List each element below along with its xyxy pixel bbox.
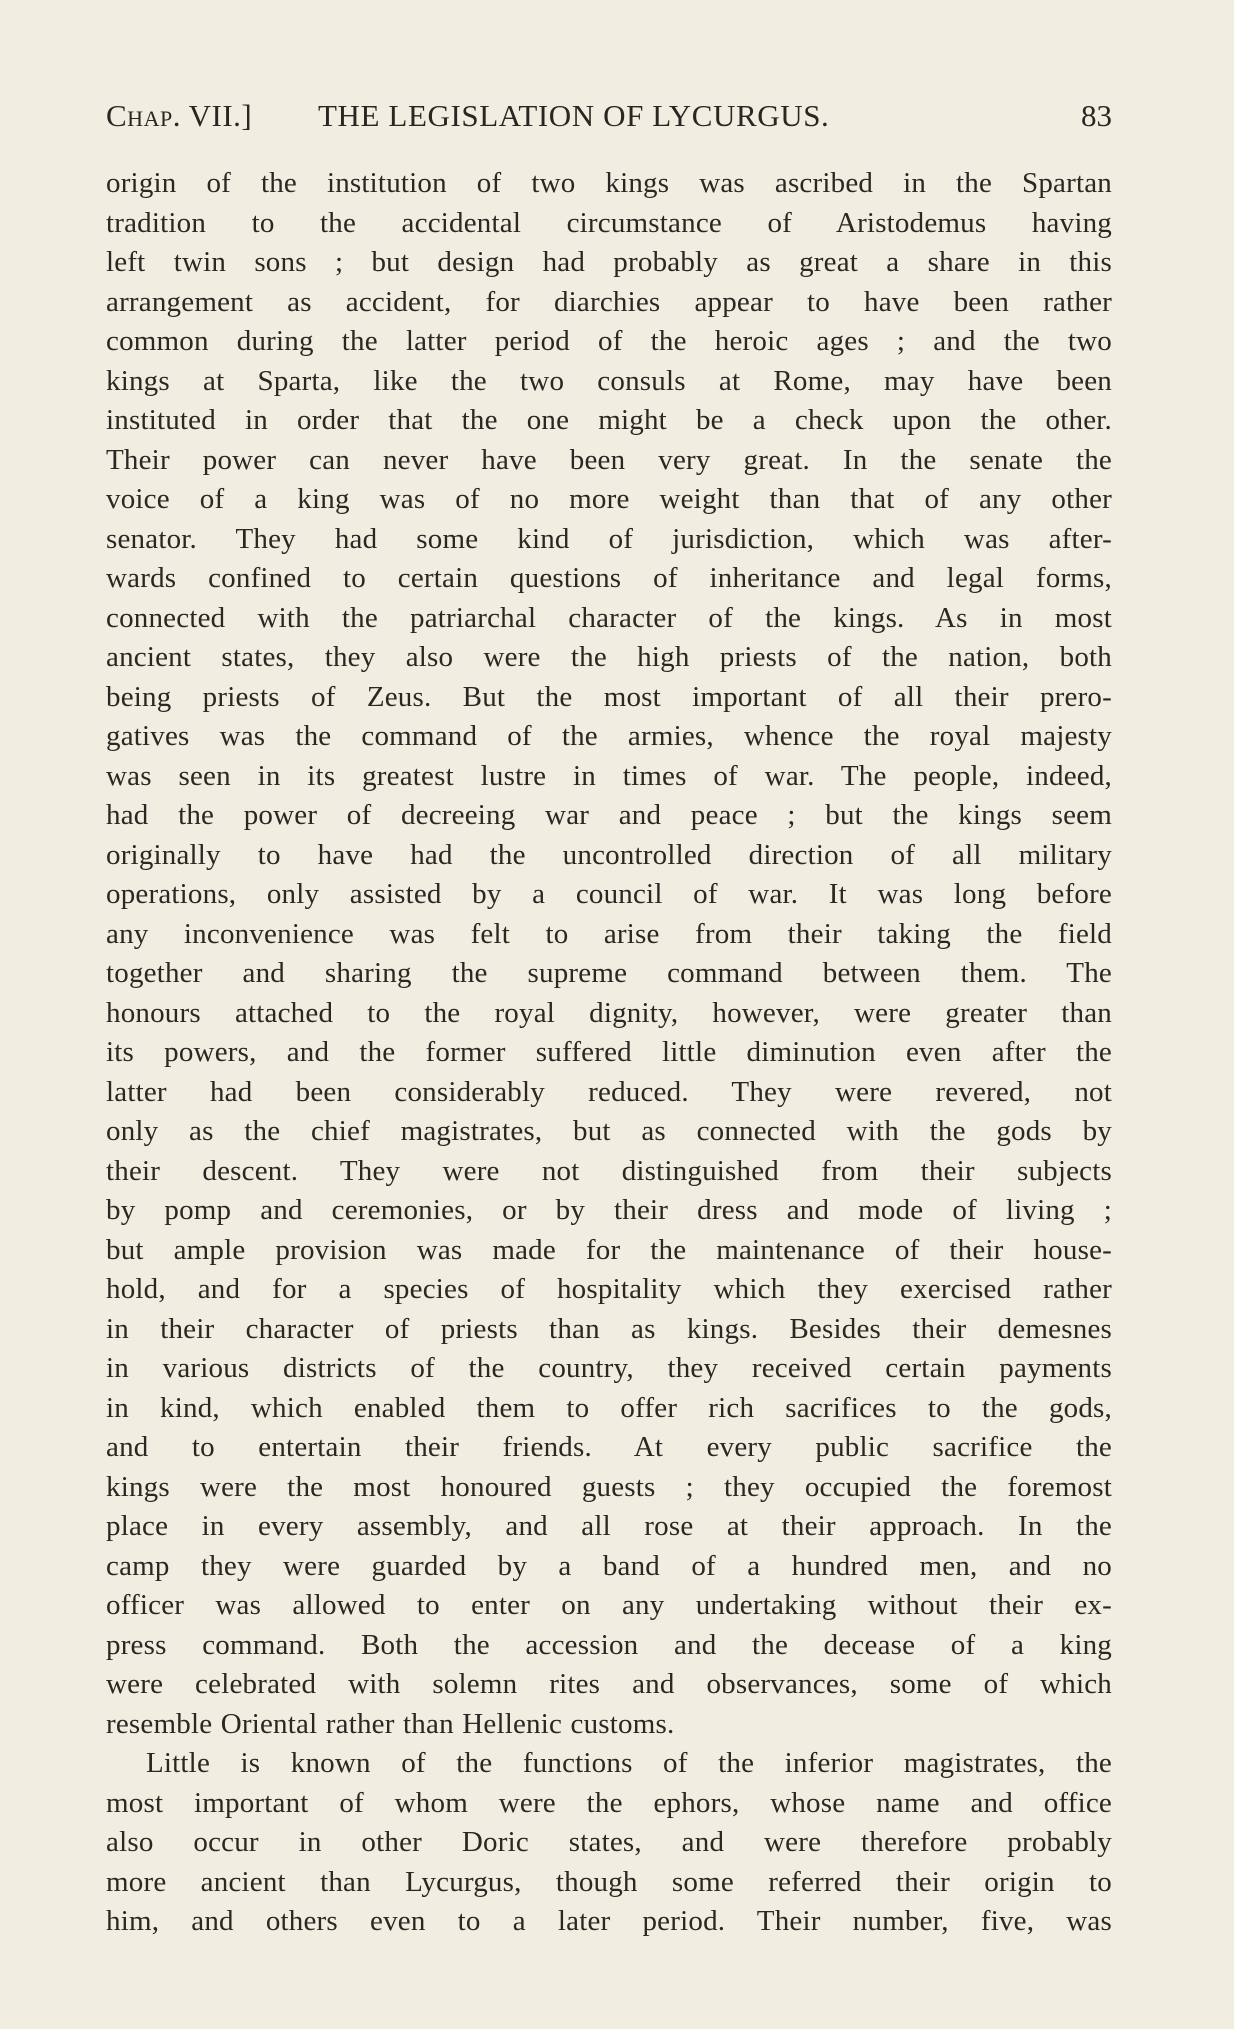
text-line: operations, only assisted by a council of war. It was long before [106, 878, 1112, 910]
text-line: had the power of decreeing war and peace ; but the kings seem [106, 799, 1112, 831]
text-line: senator. They had some kind of jurisdiction, which was after- [106, 522, 1112, 555]
text-line: gatives was the command of the armies, whence the royal majesty [106, 720, 1112, 752]
text-line: ancient states, they also were the high priests of the nation, both [106, 641, 1112, 673]
text-line: were celebrated with solemn rites and observances, some of which [106, 1668, 1112, 1700]
text-line: camp they were guarded by a band of a hundred men, and no [106, 1549, 1112, 1582]
text-line: place in every assembly, and all rose at their approach. In the [106, 1510, 1112, 1542]
text-line: most important of whom were the ephors, whose name and office [106, 1786, 1112, 1819]
text-line: instituted in order that the one might be a check upon the other. [106, 404, 1112, 436]
text-line: kings at Sparta, like the two consuls at Rome, may have been [106, 364, 1112, 397]
text-line: Little is known of the functions of the inferior magistrates, the [146, 1747, 1112, 1779]
text-line: latter had been considerably reduced. They were revered, not [106, 1075, 1112, 1108]
text-line: voice of a king was of no more weight than that of any other [106, 483, 1112, 515]
text-line: resemble Oriental rather than Hellenic customs. [106, 1707, 675, 1740]
text-line: its powers, and the former suffered little diminution even after the [106, 1036, 1112, 1068]
text-line: common during the latter period of the heroic ages ; and the two [106, 325, 1112, 357]
text-line: also occur in other Doric states, and were therefore probably [106, 1826, 1112, 1858]
text-line: press command. Both the accession and the decease of a king [106, 1628, 1112, 1661]
paragraph [106, 164, 1112, 1744]
text-line: hold, and for a species of hospitality which they exercised rather [106, 1273, 1112, 1305]
text-line: being priests of Zeus. But the most important of all their prero- [106, 680, 1112, 713]
text-line: arrangement as accident, for diarchies appear to have been rather [106, 285, 1112, 318]
paragraph [106, 1744, 1112, 1942]
text-line: together and sharing the supreme command between them. The [106, 957, 1112, 989]
text-line: their descent. They were not distinguished from their subjects [106, 1154, 1112, 1187]
text-line: only as the chief magistrates, but as connected with the gods by [106, 1115, 1112, 1147]
body-text [106, 164, 1112, 1942]
text-line: any inconvenience was felt to arise from their taking the field [106, 917, 1112, 950]
text-line: by pomp and ceremonies, or by their dress and mode of living ; [106, 1194, 1112, 1226]
page-number: 83 [1081, 98, 1112, 133]
text-line: tradition to the accidental circumstance of Aristodemus having [106, 206, 1112, 239]
text-line: him, and others even to a later period. Their number, five, was [106, 1905, 1112, 1937]
text-line: more ancient than Lycurgus, though some referred their origin to [106, 1865, 1112, 1898]
running-title: THE LEGISLATION OF LYCURGUS. [318, 98, 830, 133]
text-line: kings were the most honoured guests ; they occupied the foremost [106, 1470, 1112, 1503]
text-line: in kind, which enabled them to offer rich sacrifices to the gods, [106, 1391, 1112, 1424]
text-line: connected with the patriarchal character of the kings. As in most [106, 601, 1112, 634]
chapter-label: Chap. VII.] [106, 98, 253, 133]
text-line: honours attached to the royal dignity, however, were greater than [106, 996, 1112, 1029]
text-line: originally to have had the uncontrolled direction of all military [106, 838, 1112, 871]
text-line: wards confined to certain questions of inheritance and legal forms, [106, 562, 1112, 594]
text-line: origin of the institution of two kings was ascribed in the Spartan [106, 167, 1112, 199]
text-line: Their power can never have been very great. In the senate the [106, 443, 1112, 476]
text-line: in various districts of the country, they received certain payments [106, 1352, 1112, 1384]
text-line: left twin sons ; but design had probably as great a share in this [106, 246, 1112, 278]
text-line: and to entertain their friends. At every public sacrifice the [106, 1431, 1112, 1463]
text-line: was seen in its greatest lustre in times of war. The people, indeed, [106, 759, 1112, 792]
running-head [106, 92, 1112, 140]
text-line: in their character of priests than as kings. Besides their demesnes [106, 1312, 1112, 1345]
text-line: but ample provision was made for the maintenance of their house- [106, 1233, 1112, 1266]
text-line: officer was allowed to enter on any undertaking without their ex- [106, 1589, 1112, 1621]
